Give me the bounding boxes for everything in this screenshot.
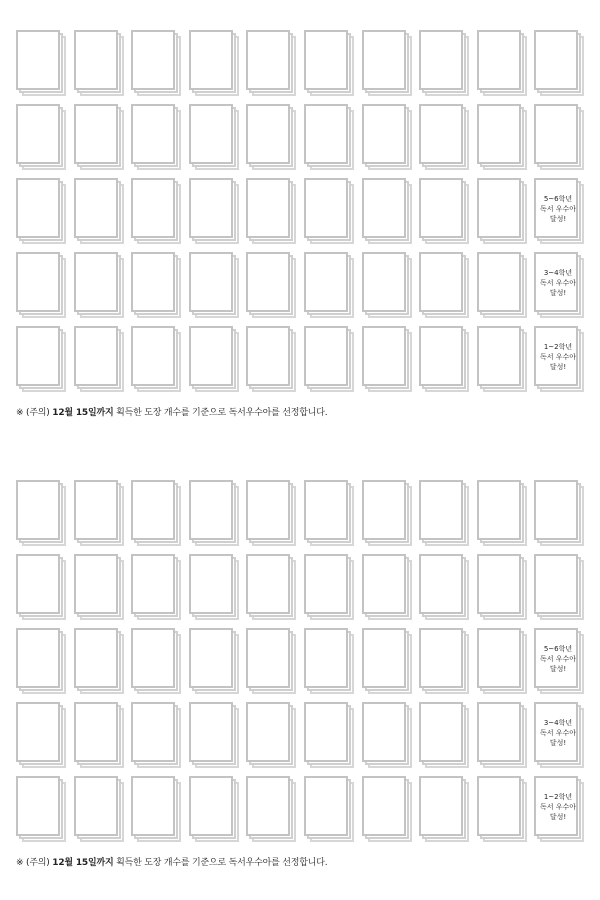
book-page-icon — [131, 776, 175, 836]
stamp-row — [16, 480, 586, 546]
stamp-cell[interactable] — [534, 104, 584, 170]
book-page-icon — [477, 480, 521, 540]
stamp-cell[interactable] — [304, 554, 354, 620]
notice-text — [16, 855, 327, 868]
book-page-icon — [74, 252, 118, 312]
reading-goal-line: 독서 우수아 — [539, 803, 577, 811]
reading-goal-label — [538, 268, 578, 298]
book-page-icon — [419, 702, 463, 762]
stamp-cell[interactable] — [16, 628, 66, 694]
book-page-icon — [477, 628, 521, 688]
book-page-icon — [16, 178, 60, 238]
stamp-cell[interactable] — [131, 104, 181, 170]
stamp-cell[interactable] — [477, 178, 527, 244]
book-page-icon — [419, 776, 463, 836]
stamp-cell[interactable] — [362, 252, 412, 318]
notice-prefix: ※ (주의) — [16, 408, 53, 418]
stamp-cell[interactable] — [304, 178, 354, 244]
stamp-cell[interactable] — [189, 326, 239, 392]
book-page-icon — [304, 628, 348, 688]
stamp-cell[interactable] — [362, 628, 412, 694]
book-page-icon — [74, 628, 118, 688]
book-page-icon — [362, 776, 406, 836]
book-page-icon — [477, 776, 521, 836]
stamp-cell[interactable] — [16, 178, 66, 244]
book-page-icon — [16, 104, 60, 164]
book-page-icon — [131, 480, 175, 540]
book-page-icon — [246, 480, 290, 540]
reading-goal-line: 독서 우수아 — [539, 205, 577, 213]
stamp-cell[interactable] — [362, 776, 412, 842]
stamp-cell[interactable] — [477, 104, 527, 170]
book-page-icon — [534, 554, 578, 614]
reading-goal-label — [538, 644, 578, 674]
book-page-icon — [246, 104, 290, 164]
book-page-icon — [534, 480, 578, 540]
book-page-icon — [362, 252, 406, 312]
book-page-icon — [74, 30, 118, 90]
book-page-icon — [74, 776, 118, 836]
book-page-icon — [534, 776, 578, 836]
stamp-cell[interactable] — [362, 104, 412, 170]
reading-goal-line: 5~6학년 — [543, 645, 573, 653]
stamp-cell[interactable] — [16, 702, 66, 768]
stamp-cell[interactable] — [362, 702, 412, 768]
notice-suffix: 획득한 도장 개수를 기준으로 독서우수아를 선정합니다. — [113, 858, 328, 868]
reading-goal-label — [538, 718, 578, 748]
stamp-cell[interactable] — [419, 554, 469, 620]
reading-goal-line: 달성! — [549, 215, 567, 223]
book-page-icon — [419, 104, 463, 164]
reading-goal-line: 달성! — [549, 289, 567, 297]
stamp-cell[interactable] — [534, 480, 584, 546]
book-page-icon — [189, 702, 233, 762]
stamp-row — [16, 554, 586, 620]
stamp-cell[interactable] — [74, 480, 124, 546]
book-page-icon — [362, 30, 406, 90]
reading-goal-line: 독서 우수아 — [539, 655, 577, 663]
stamp-cell[interactable] — [131, 178, 181, 244]
stamp-cell[interactable] — [246, 178, 296, 244]
book-page-icon — [246, 252, 290, 312]
stamp-cell[interactable] — [477, 554, 527, 620]
reading-goal-line: 5~6학년 — [543, 195, 573, 203]
book-page-icon — [477, 326, 521, 386]
book-page-icon — [362, 702, 406, 762]
stamp-cell[interactable] — [246, 252, 296, 318]
stamp-row — [16, 252, 586, 318]
book-page-icon — [477, 104, 521, 164]
stamp-cell[interactable] — [16, 480, 66, 546]
reading-goal-line: 3~4학년 — [543, 269, 573, 277]
stamp-cell[interactable] — [246, 104, 296, 170]
stamp-cell[interactable] — [246, 628, 296, 694]
book-page-icon — [16, 30, 60, 90]
book-page-icon — [131, 326, 175, 386]
book-page-icon — [246, 776, 290, 836]
book-page-icon — [534, 326, 578, 386]
reading-goal-line: 1~2학년 — [543, 343, 573, 351]
book-page-icon — [477, 178, 521, 238]
stamp-cell[interactable] — [419, 252, 469, 318]
reading-goal-line: 달성! — [549, 665, 567, 673]
book-page-icon — [304, 178, 348, 238]
stamp-cell[interactable] — [131, 628, 181, 694]
book-page-icon — [246, 702, 290, 762]
book-page-icon — [534, 702, 578, 762]
stamp-cell[interactable] — [74, 178, 124, 244]
reading-goal-line: 3~4학년 — [543, 719, 573, 727]
book-page-icon — [246, 628, 290, 688]
stamp-cell[interactable] — [477, 30, 527, 96]
book-page-icon — [362, 480, 406, 540]
stamp-cell[interactable] — [131, 702, 181, 768]
stamp-cell[interactable] — [362, 178, 412, 244]
book-page-icon — [189, 554, 233, 614]
book-page-icon — [131, 702, 175, 762]
stamp-cell[interactable] — [477, 480, 527, 546]
stamp-cell[interactable] — [131, 326, 181, 392]
stamp-cell[interactable] — [534, 776, 584, 842]
reading-goal-line: 독서 우수아 — [539, 353, 577, 361]
stamp-cell[interactable] — [534, 628, 584, 694]
book-page-icon — [419, 554, 463, 614]
stamp-cell[interactable] — [362, 30, 412, 96]
stamp-row — [16, 628, 586, 694]
book-page-icon — [16, 702, 60, 762]
stamp-cell[interactable] — [477, 252, 527, 318]
reading-goal-line: 달성! — [549, 363, 567, 371]
book-page-icon — [131, 554, 175, 614]
stamp-cell[interactable] — [304, 480, 354, 546]
notice-suffix: 획득한 도장 개수를 기준으로 독서우수아를 선정합니다. — [113, 408, 328, 418]
stamp-cell[interactable] — [362, 326, 412, 392]
notice-text — [16, 405, 327, 418]
book-page-icon — [304, 480, 348, 540]
stamp-cell[interactable] — [74, 104, 124, 170]
stamp-cell[interactable] — [189, 30, 239, 96]
book-page-icon — [246, 326, 290, 386]
stamp-cell[interactable] — [74, 776, 124, 842]
book-page-icon — [477, 554, 521, 614]
stamp-cell[interactable] — [74, 326, 124, 392]
stamp-cell[interactable] — [246, 30, 296, 96]
reading-goal-line: 독서 우수아 — [539, 729, 577, 737]
book-page-icon — [304, 554, 348, 614]
stamp-cell[interactable] — [189, 480, 239, 546]
book-page-icon — [16, 326, 60, 386]
stamp-cell[interactable] — [304, 104, 354, 170]
reading-goal-label — [538, 194, 578, 224]
stamp-cell[interactable] — [534, 252, 584, 318]
reading-goal-label — [538, 342, 578, 372]
book-page-icon — [419, 30, 463, 90]
stamp-cell[interactable] — [534, 702, 584, 768]
stamp-cell[interactable] — [246, 480, 296, 546]
stamp-cell[interactable] — [419, 30, 469, 96]
stamp-cell[interactable] — [419, 104, 469, 170]
book-page-icon — [131, 628, 175, 688]
book-page-icon — [74, 178, 118, 238]
stamp-cell[interactable] — [16, 252, 66, 318]
book-page-icon — [189, 480, 233, 540]
notice-deadline: 12월 15일까지 — [52, 408, 114, 418]
book-page-icon — [189, 776, 233, 836]
book-page-icon — [189, 30, 233, 90]
book-page-icon — [74, 554, 118, 614]
notice-deadline: 12월 15일까지 — [52, 858, 114, 868]
book-page-icon — [534, 628, 578, 688]
book-page-icon — [304, 326, 348, 386]
stamp-cell[interactable] — [477, 628, 527, 694]
stamp-cell[interactable] — [189, 776, 239, 842]
stamp-cell[interactable] — [131, 30, 181, 96]
book-page-icon — [534, 104, 578, 164]
stamp-grid — [16, 30, 586, 390]
book-page-icon — [189, 178, 233, 238]
book-page-icon — [419, 628, 463, 688]
stamp-cell[interactable] — [189, 628, 239, 694]
stamp-cell[interactable] — [362, 554, 412, 620]
book-page-icon — [534, 178, 578, 238]
book-page-icon — [131, 178, 175, 238]
stamp-cell[interactable] — [16, 30, 66, 96]
book-page-icon — [477, 30, 521, 90]
book-page-icon — [189, 104, 233, 164]
stamp-row — [16, 104, 586, 170]
book-page-icon — [304, 702, 348, 762]
book-page-icon — [362, 628, 406, 688]
book-page-icon — [419, 480, 463, 540]
book-page-icon — [534, 252, 578, 312]
stamp-cell[interactable] — [419, 326, 469, 392]
stamp-cell[interactable] — [419, 702, 469, 768]
stamp-cell[interactable] — [131, 776, 181, 842]
stamp-cell[interactable] — [534, 554, 584, 620]
stamp-cell[interactable] — [304, 30, 354, 96]
stamp-cell[interactable] — [189, 178, 239, 244]
stamp-sheet-bottom — [0, 450, 600, 900]
reading-goal-line: 달성! — [549, 739, 567, 747]
stamp-cell[interactable] — [419, 178, 469, 244]
stamp-cell[interactable] — [477, 326, 527, 392]
book-page-icon — [304, 776, 348, 836]
book-page-icon — [16, 252, 60, 312]
stamp-cell[interactable] — [304, 628, 354, 694]
stamp-cell[interactable] — [189, 104, 239, 170]
book-page-icon — [131, 104, 175, 164]
book-page-icon — [362, 554, 406, 614]
stamp-cell[interactable] — [534, 326, 584, 392]
book-page-icon — [246, 178, 290, 238]
stamp-cell[interactable] — [74, 702, 124, 768]
stamp-grid — [16, 480, 586, 840]
book-page-icon — [477, 252, 521, 312]
book-page-icon — [534, 30, 578, 90]
stamp-cell[interactable] — [419, 776, 469, 842]
stamp-cell[interactable] — [246, 776, 296, 842]
stamp-cell[interactable] — [16, 554, 66, 620]
stamp-cell[interactable] — [74, 30, 124, 96]
book-page-icon — [362, 104, 406, 164]
stamp-cell[interactable] — [16, 104, 66, 170]
book-page-icon — [246, 554, 290, 614]
stamp-cell[interactable] — [74, 554, 124, 620]
book-page-icon — [74, 326, 118, 386]
stamp-cell[interactable] — [131, 554, 181, 620]
book-page-icon — [477, 702, 521, 762]
book-page-icon — [362, 326, 406, 386]
book-page-icon — [189, 326, 233, 386]
stamp-cell[interactable] — [246, 326, 296, 392]
book-page-icon — [419, 326, 463, 386]
stamp-cell[interactable] — [16, 326, 66, 392]
stamp-cell[interactable] — [131, 480, 181, 546]
stamp-row — [16, 326, 586, 392]
stamp-cell[interactable] — [477, 702, 527, 768]
stamp-row — [16, 178, 586, 244]
stamp-cell[interactable] — [74, 252, 124, 318]
stamp-cell[interactable] — [189, 252, 239, 318]
reading-goal-line: 독서 우수아 — [539, 279, 577, 287]
book-page-icon — [131, 252, 175, 312]
book-page-icon — [189, 252, 233, 312]
stamp-cell[interactable] — [304, 702, 354, 768]
stamp-cell[interactable] — [189, 702, 239, 768]
book-page-icon — [74, 480, 118, 540]
stamp-cell[interactable] — [362, 480, 412, 546]
book-page-icon — [74, 104, 118, 164]
stamp-cell[interactable] — [534, 178, 584, 244]
book-page-icon — [419, 252, 463, 312]
book-page-icon — [304, 104, 348, 164]
stamp-cell[interactable] — [477, 776, 527, 842]
stamp-cell[interactable] — [16, 776, 66, 842]
book-page-icon — [16, 554, 60, 614]
book-page-icon — [419, 178, 463, 238]
book-page-icon — [131, 30, 175, 90]
book-page-icon — [16, 628, 60, 688]
stamp-cell[interactable] — [304, 252, 354, 318]
book-page-icon — [304, 252, 348, 312]
stamp-row — [16, 776, 586, 842]
book-page-icon — [74, 702, 118, 762]
book-page-icon — [362, 178, 406, 238]
stamp-cell[interactable] — [419, 480, 469, 546]
reading-goal-label — [538, 792, 578, 822]
book-page-icon — [16, 776, 60, 836]
stamp-cell[interactable] — [534, 30, 584, 96]
book-page-icon — [246, 30, 290, 90]
book-page-icon — [189, 628, 233, 688]
notice-prefix: ※ (주의) — [16, 858, 53, 868]
stamp-row — [16, 702, 586, 768]
stamp-cell[interactable] — [304, 776, 354, 842]
stamp-cell[interactable] — [246, 702, 296, 768]
stamp-cell[interactable] — [246, 554, 296, 620]
stamp-cell[interactable] — [131, 252, 181, 318]
reading-goal-line: 달성! — [549, 813, 567, 821]
stamp-cell[interactable] — [74, 628, 124, 694]
reading-goal-line: 1~2학년 — [543, 793, 573, 801]
stamp-row — [16, 30, 586, 96]
stamp-cell[interactable] — [304, 326, 354, 392]
stamp-cell[interactable] — [419, 628, 469, 694]
stamp-cell[interactable] — [189, 554, 239, 620]
book-page-icon — [304, 30, 348, 90]
book-page-icon — [16, 480, 60, 540]
